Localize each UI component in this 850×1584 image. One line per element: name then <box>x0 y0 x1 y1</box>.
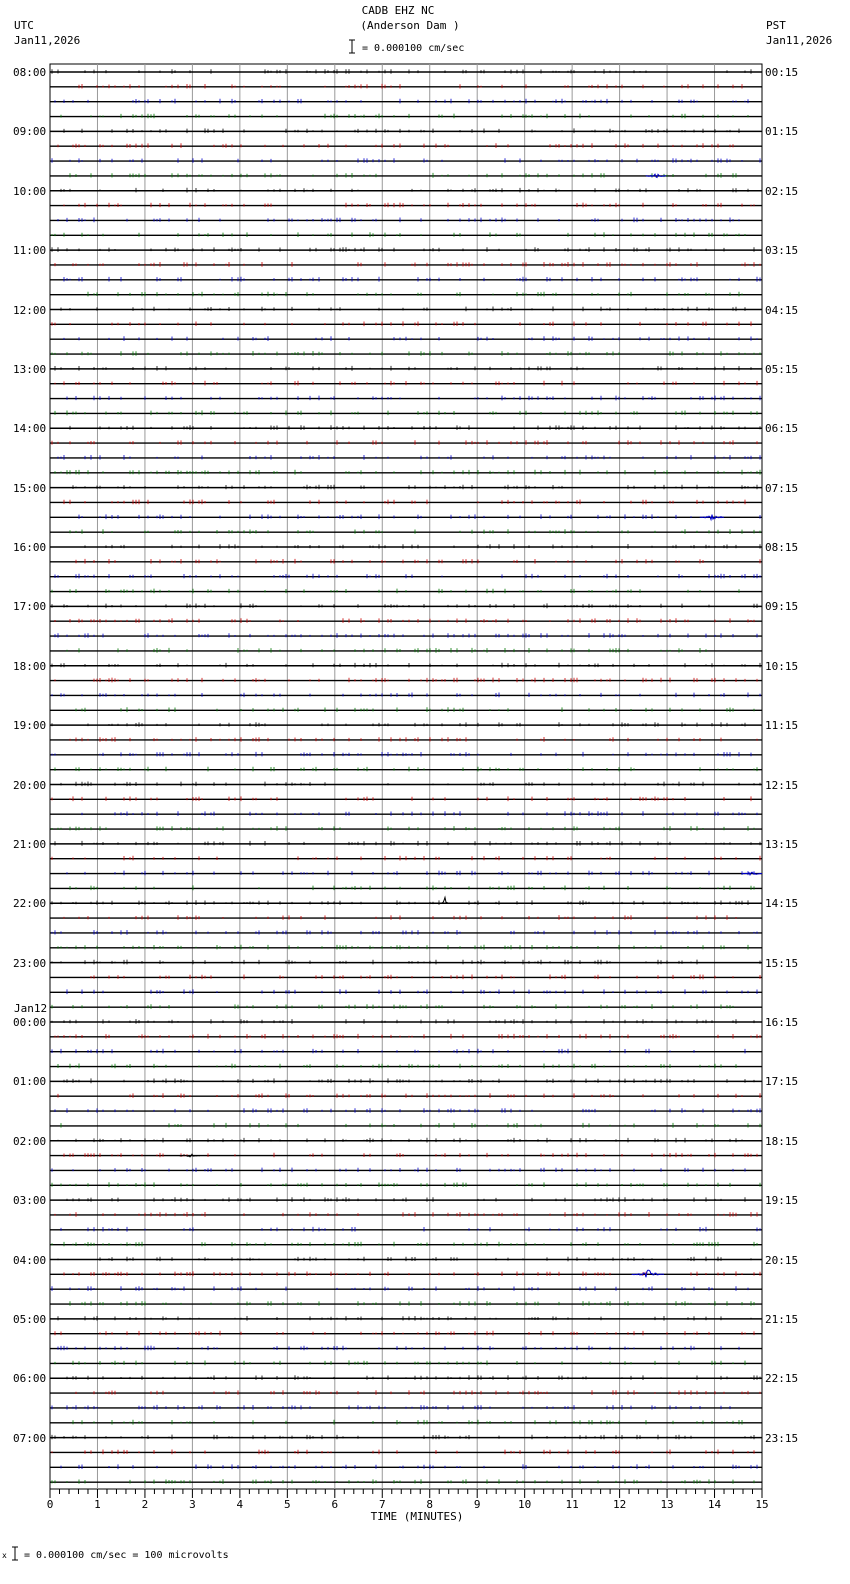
scale-text: = 0.000100 cm/sec <box>362 43 465 54</box>
left-timezone: UTC <box>14 19 34 32</box>
site-title: (Anderson Dam ) <box>360 19 460 32</box>
pst-hour-label: 08:15 <box>765 541 799 554</box>
pst-hour-label: 17:15 <box>765 1075 799 1089</box>
utc-hour-label: 00:00 <box>13 1016 47 1029</box>
utc-hour-label: 03:00 <box>13 1194 47 1208</box>
pst-hour-label: 13:15 <box>765 837 799 851</box>
footer-mark: x <box>2 1551 7 1560</box>
x-tick-label: 0 <box>46 1498 54 1511</box>
pst-hour-label: 09:15 <box>765 600 799 614</box>
pst-hour-label: 20:15 <box>765 1253 799 1267</box>
pst-hour-label: 01:15 <box>765 125 799 139</box>
pst-hour-label: 07:15 <box>765 481 799 495</box>
utc-hour-label: 13:00 <box>13 362 47 376</box>
x-tick-label: 12 <box>612 1498 627 1511</box>
utc-hour-label: 20:00 <box>13 778 47 792</box>
utc-hour-label: 16:00 <box>13 541 47 554</box>
utc-hour-label: 08:00 <box>13 66 47 79</box>
utc-hour-label: 06:00 <box>13 1372 47 1386</box>
pst-hour-label: 23:15 <box>765 1431 799 1445</box>
footer-scale-text: = 0.000100 cm/sec = 100 microvolts <box>24 1550 229 1561</box>
pst-hour-label: 16:15 <box>765 1016 799 1029</box>
utc-hour-label: 12:00 <box>13 303 47 317</box>
utc-hour-label: 22:00 <box>13 897 47 911</box>
utc-hour-label: 14:00 <box>13 422 47 436</box>
pst-hour-label: 15:15 <box>765 956 799 970</box>
left-date: Jan11,2026 <box>14 34 81 47</box>
x-tick-label: 15 <box>755 1498 769 1511</box>
pst-hour-label: 04:15 <box>765 303 799 317</box>
pst-hour-label: 00:15 <box>765 66 799 79</box>
x-tick-label: 2 <box>141 1498 149 1511</box>
x-tick-label: 9 <box>473 1498 481 1511</box>
pst-hour-label: 03:15 <box>765 244 799 258</box>
x-tick-label: 3 <box>189 1498 196 1511</box>
x-tick-label: 14 <box>707 1498 722 1511</box>
scale-bar-icon <box>349 40 355 53</box>
date-change-label: Jan12 <box>14 1002 48 1015</box>
utc-hour-label: 18:00 <box>13 659 47 673</box>
right-timezone: PST <box>766 19 786 32</box>
pst-hour-label: 06:15 <box>765 422 799 436</box>
utc-hour-label: 11:00 <box>13 244 47 258</box>
seismic-event <box>700 515 724 520</box>
x-tick-label: 10 <box>518 1498 532 1511</box>
utc-hour-label: 01:00 <box>13 1075 47 1089</box>
pst-hour-label: 02:15 <box>765 184 799 198</box>
utc-hour-label: 10:00 <box>13 184 47 198</box>
utc-hour-label: 17:00 <box>13 600 47 614</box>
pst-hour-label: 05:15 <box>765 362 799 376</box>
utc-hour-label: 19:00 <box>13 719 47 733</box>
pst-hour-label: 12:15 <box>765 778 799 792</box>
utc-hour-label: 02:00 <box>13 1134 47 1148</box>
x-tick-label: 5 <box>284 1498 291 1511</box>
utc-hour-label: 07:00 <box>13 1431 47 1445</box>
right-date: Jan11,2026 <box>766 34 833 47</box>
x-tick-label: 4 <box>236 1498 244 1511</box>
x-tick-label: 13 <box>660 1498 674 1511</box>
utc-hour-label: 05:00 <box>13 1312 47 1326</box>
x-tick-label: 11 <box>565 1498 579 1511</box>
pst-hour-label: 18:15 <box>765 1134 799 1148</box>
pst-hour-label: 14:15 <box>765 897 799 911</box>
x-tick-label: 7 <box>378 1498 386 1511</box>
x-tick-label: 1 <box>94 1498 101 1511</box>
utc-hour-label: 09:00 <box>13 125 47 139</box>
pst-hour-label: 11:15 <box>765 719 799 733</box>
utc-hour-label: 04:00 <box>13 1253 47 1267</box>
station-title: CADB EHZ NC <box>361 4 435 17</box>
x-tick-label: 6 <box>331 1498 339 1511</box>
pst-hour-label: 19:15 <box>765 1194 799 1208</box>
footer-scale-bar-icon <box>12 1547 18 1560</box>
seismic-event <box>646 174 666 177</box>
pst-hour-label: 10:15 <box>765 659 799 673</box>
seismic-event <box>441 897 449 903</box>
x-axis-title: TIME (MINUTES) <box>370 1510 464 1523</box>
x-tick-label: 8 <box>426 1498 434 1511</box>
utc-hour-label: 23:00 <box>13 956 47 970</box>
utc-hour-label: 15:00 <box>13 481 47 495</box>
pst-hour-label: 21:15 <box>765 1312 799 1326</box>
pst-hour-label: 22:15 <box>765 1372 799 1386</box>
utc-hour-label: 21:00 <box>13 837 47 851</box>
